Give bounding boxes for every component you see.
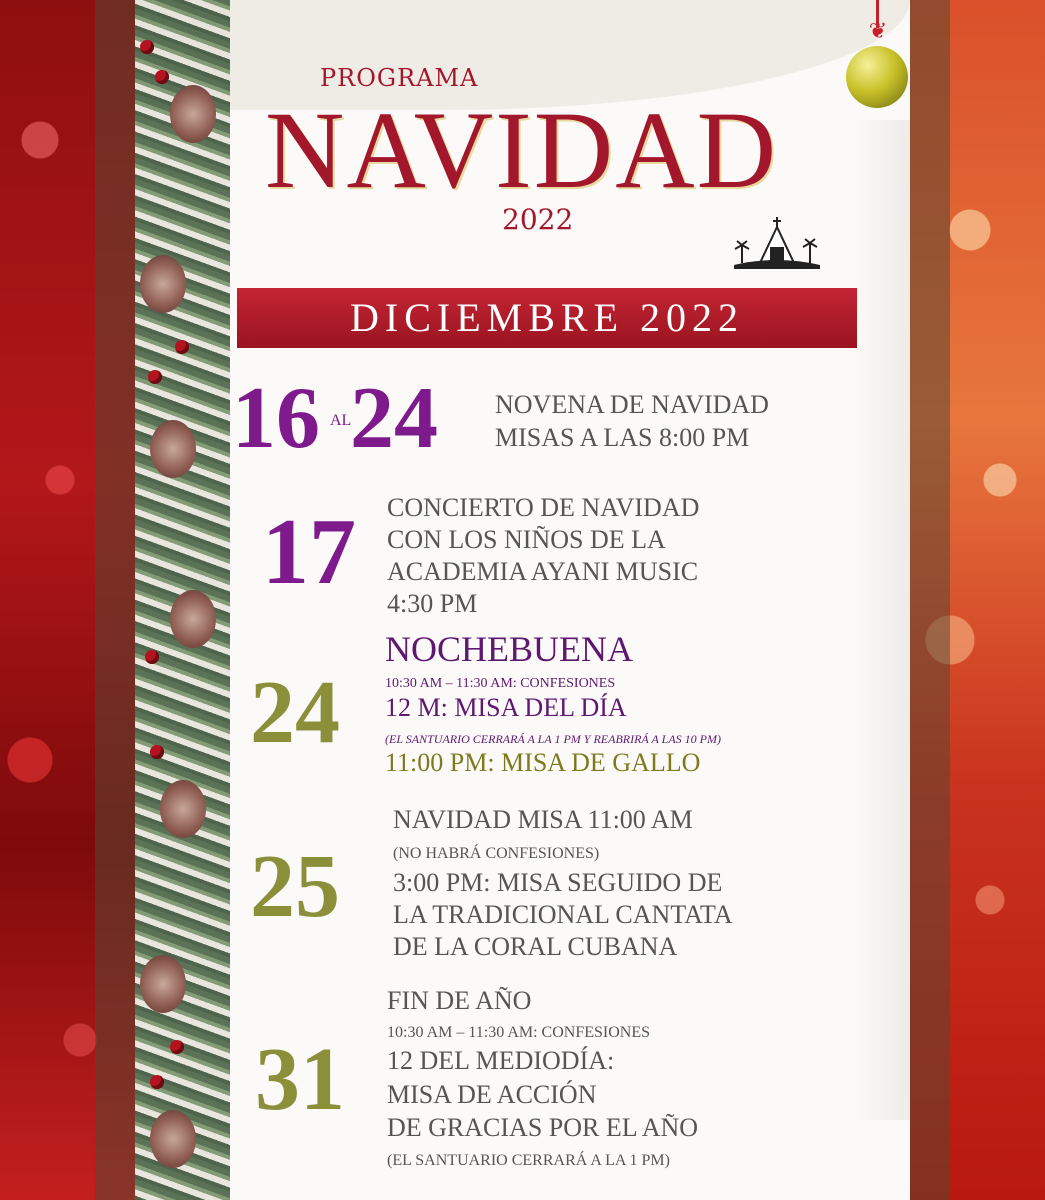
event-line: 12 M: MISA DEL DÍA — [385, 693, 627, 722]
holly-berry-icon — [175, 340, 189, 354]
month-banner: DICIEMBRE 2022 — [237, 288, 857, 348]
event-day: 24 — [250, 663, 340, 762]
pinecone-icon — [150, 420, 196, 478]
page-title: NAVIDAD — [265, 89, 779, 211]
event-line: CONCIERTO DE NAVIDAD — [387, 493, 700, 522]
event-day-start: 16 — [232, 370, 320, 467]
christmas-ornament-icon — [846, 46, 908, 108]
frame-left — [95, 0, 135, 1200]
holly-berry-icon — [148, 370, 162, 384]
event-day: 31 — [255, 1030, 345, 1129]
snowflake-decoration — [850, 120, 910, 1120]
event-line: 10:30 AM – 11:30 AM: CONFESIONES — [387, 1024, 650, 1041]
pinecone-icon — [140, 955, 186, 1013]
ornament-bow-icon: ❦ — [868, 19, 888, 44]
event-day-end: 24 — [350, 370, 438, 467]
event-day: 17 — [262, 500, 356, 604]
event-line: DE GRACIAS POR EL AÑO — [387, 1113, 699, 1142]
event-line: CON LOS NIÑOS DE LA — [387, 525, 666, 554]
event-line: 11:00 PM: MISA DE GALLO — [385, 748, 701, 777]
holly-berry-icon — [155, 70, 169, 84]
event-line: MISA DE ACCIÓN — [387, 1080, 597, 1109]
pinecone-icon — [140, 255, 186, 313]
pinecone-icon — [170, 590, 216, 648]
holly-berry-icon — [140, 40, 154, 54]
event-line: NOVENA DE NAVIDAD — [495, 390, 769, 419]
event-line: MISAS A LAS 8:00 PM — [495, 423, 750, 452]
pinecone-icon — [170, 85, 216, 143]
event-line: 3:00 PM: MISA SEGUIDO DE — [393, 868, 723, 897]
event-line: ACADEMIA AYANI MUSIC — [387, 557, 699, 586]
event-line: DE LA CORAL CUBANA — [393, 932, 678, 961]
sanctuary-logo-icon — [732, 215, 822, 270]
event-note: (EL SANTUARIO CERRARÁ A LA 1 PM Y REABRIRÁ A LAS 10 PM) — [385, 732, 721, 746]
holly-berry-icon — [145, 650, 159, 664]
event-note: (NO HABRÁ CONFESIONES) — [393, 845, 600, 862]
event-note: (EL SANTUARIO CERRARÁ A LA 1 PM) — [387, 1152, 670, 1169]
event-line: FIN DE AÑO — [387, 986, 532, 1015]
pinecone-icon — [160, 780, 206, 838]
event-line: 10:30 AM – 11:30 AM: CONFESIONES — [385, 676, 616, 691]
header-year: 2022 — [502, 203, 574, 236]
holly-berry-icon — [150, 1075, 164, 1089]
event-line: 12 DEL MEDIODÍA: — [387, 1046, 615, 1075]
header-kicker: PROGRAMA — [320, 64, 479, 92]
holly-berry-icon — [150, 745, 164, 759]
event-day-connector: AL — [330, 412, 352, 429]
event-line: LA TRADICIONAL CANTATA — [393, 900, 733, 929]
event-line: 4:30 PM — [387, 589, 478, 618]
frame-right — [910, 0, 950, 1200]
holly-berry-icon — [170, 1040, 184, 1054]
event-heading: NOCHEBUENA — [385, 629, 633, 669]
event-line: NAVIDAD MISA 11:00 AM — [393, 805, 693, 834]
event-day: 25 — [250, 837, 340, 936]
pinecone-icon — [150, 1110, 196, 1168]
